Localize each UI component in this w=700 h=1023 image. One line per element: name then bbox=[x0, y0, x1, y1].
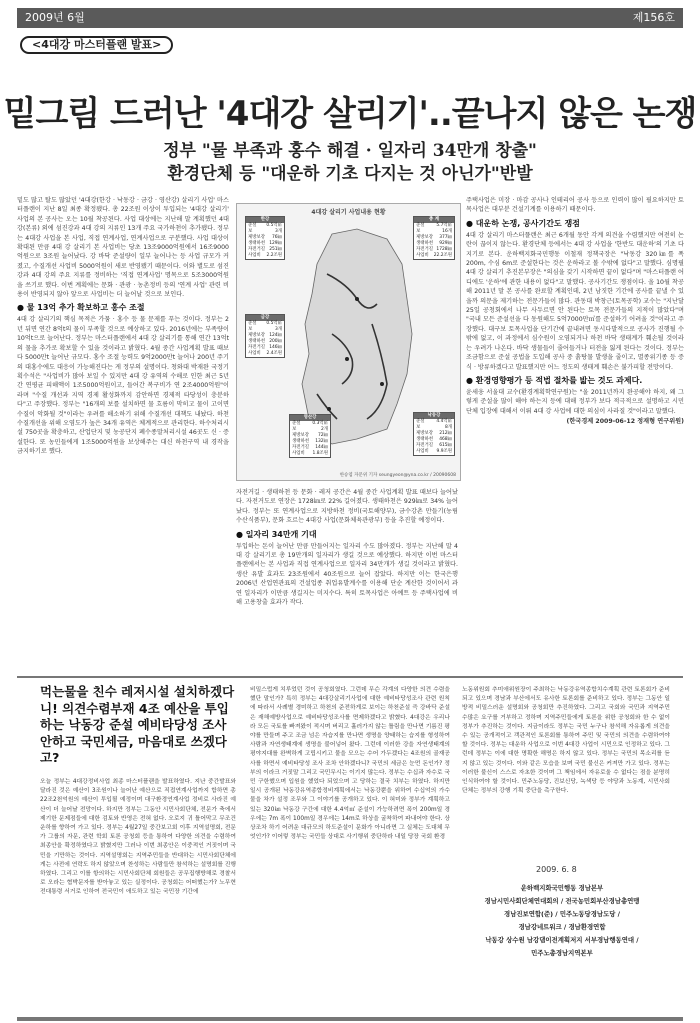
infobox-row-value: 72㎞ bbox=[318, 433, 328, 438]
infobox-row-label: 사업비 bbox=[416, 449, 429, 454]
infobox-row-label: 제방보강 bbox=[248, 333, 265, 338]
infobox-title: 한강 bbox=[246, 217, 284, 223]
infobox-title: 금강 bbox=[246, 315, 284, 321]
infobox-row-label: 보 bbox=[292, 427, 297, 432]
infobox-row-value: 0.3억㎥ bbox=[312, 421, 328, 426]
infobox-row-value: 22.2조원 bbox=[433, 253, 452, 258]
infobox-row-label: 보 bbox=[248, 229, 253, 234]
infobox-row-label: 생태하천 bbox=[248, 339, 265, 344]
subheadline-line-2: 환경단체 등 "대운하 기초 다지는 것 아닌가"반발 bbox=[167, 164, 533, 184]
article-paragraph: 4대 강 살리기 마스터플랜은 최근 6개월 동안 각계 의견을 수렴했지만 여전히 논란이 끊이지 않는다. 환경단체 등에서는 4대 강 사업을 '한반도 대운하'의 기초 다지기로 본다. 운하백지화국민행동 이철재 정책국장은 "낙동강 320㎞를 폭 200m, 수심 6m로 준설한다는 것은 운하라고 볼 수밖에 없다"고 말했다. 심명필 4대 강 살리기 추진본부장은 "의심을 갖기 시작하면 끝이 없다"며 "마스터플랜 어디에도 '운하'에 관한 내용이 없다"고 말했다. 공사기간도 쟁점이다. 올 10월 착공해 2011년 말 본 공사를 완료할 계획인데, 2년 남짓한 기간에 공사를 끝낼 수 있을까 의문을 제기하는 전문가들이 많다. 관동대 박창근(토목공학) 교수는 "지난달 25일 공청회에서 나무 사두르면 안 된다는 토목 전문가들의 지적이 많았다"며 "국내 모든 준설선을 다 동원해도 5억7000만㎥를 준설하기 어려울 것"이라고 주장했다. 대구보 토목사업을 단기간에 끝내려면 동시다발적으로 공사가 진행될 수밖에 없고, 이 과정에서 심수원이 오염되거나 하천 바닥 생태계가 훼손될 것이라는 우려가 나온다. 바닥 생물들이 줄어들거나 터전을 잃게 된다는 것이다. 정부는 조금함으로 준설 공법을 도입해 공사 중 흙탕물 발생을 줄이고, 멸종위기종 등 증식 · 방류하겠다고 발표했지만 어느 정도의 생태계 훼손은 불가피할 전망이다. bbox=[466, 231, 684, 371]
infobox-row-label: 생태하천 bbox=[292, 439, 309, 444]
section-heading: ● 환경영향평가 등 적법 절차를 밟는 것도 과제다. bbox=[466, 375, 643, 385]
infobox-row-label: 준설 bbox=[292, 421, 301, 426]
infobox-row-label: 사업비 bbox=[248, 253, 261, 258]
opinion-paragraph: 오늘 정부는 4대강정비사업 최종 마스터플랜을 발표하였다. 지난 중간발표와 달라진 것은 예산이 3조원이나 늘어난 예산으로 직접연계사업까지 합하면 총 22조2천억원의 예산이 투입될 예정이며 대구환경연계사업 정비로 사라진 예산이 더 늘어날 전망이다. 하지만 정부는 그동안 시민사회단체, 전문가 축에서 제기한 문제점들에 대한 검토와 반영은 전혀 없다. 오로지 귀 틀어막고 무조건 운하를 향하여 가고 있다. 정부는 4월27일 중간보고회 이후 지역설명회, 전문가 그룹의 자문, 관련 학회 토론 공청회 등을 통하여 다양한 의견을 수렴하여 최종안을 확정하였다고 밝혔지만 그러나 이번 최종안은 이중적인 거짓이며 국민을 기만하는 것이다. 지역설명회는 지역주민들을 반대하는 시민사회단체에게는 사전에 연락도 하지 않았으며 찬성하는 사람들만 참석하는 설명회를 진행하였다. 그리고 이를 항의하는 시민사회단체 회원들은 공무집행방해로 경찰서로 오라는 협박문자를 받아놓고 있는 실정이다. 공청회는 어떠했는가? 노무현 전대통령 서거로 인하여 전국민이 애도하고 있는 국민장 기간에 bbox=[40, 779, 236, 896]
map-credit: 한승엽 자문위 기자 seungyeon@yna.co.kr / 20090608 bbox=[339, 473, 456, 478]
infobox-row-value: 8개 bbox=[444, 425, 452, 430]
infobox-row-value: 9.9조원 bbox=[436, 449, 452, 454]
section-tag: <4대강 마스터플랜 발표> bbox=[20, 36, 173, 54]
article-column-1 bbox=[17, 196, 229, 668]
infobox-row-label: 준설 bbox=[248, 223, 257, 228]
signatory-line: 운하백지화국민행동 경남본부 bbox=[520, 884, 604, 892]
infobox-row-label: 자전거길 bbox=[248, 345, 265, 350]
infobox-row-value: 468㎞ bbox=[439, 437, 452, 442]
infobox-title: 영산강 bbox=[290, 415, 330, 421]
page-header-bar bbox=[17, 8, 683, 28]
han-river-infobox bbox=[245, 216, 285, 260]
river-project-map bbox=[236, 203, 461, 481]
infobox-row-label: 사업비 bbox=[416, 253, 429, 258]
geum-river-infobox bbox=[245, 314, 285, 358]
article-paragraph: 자전거길 · 생태하천 등 문화 · 레저 공간은 4월 중간 사업계획 발표 때보다 늘어났다. 자전거도로 연장은 1728㎞로 22% 길어졌다. 생태하천은 929㎞로 34% 늘어났다. 정부는 또 연계사업으로 지방하천 정비(국토해양부), 금수강촌 만들기(농림수산식품부), 문화 흐르는 4대강 사업(문화체육관광부) 등을 추진할 예정이다. bbox=[236, 489, 458, 525]
infobox-row-value: 929㎞ bbox=[439, 241, 452, 246]
header-issue: 제156호 bbox=[632, 11, 675, 24]
infobox-row-value: 76㎞ bbox=[272, 235, 282, 240]
infobox-row-label: 준설 bbox=[416, 223, 425, 228]
infobox-row-value: 0.5억㎥ bbox=[266, 223, 282, 228]
infobox-row-value: 3개 bbox=[274, 229, 282, 234]
infobox-row bbox=[246, 253, 284, 259]
signatories bbox=[462, 882, 662, 960]
infobox-row-value: 2.4조원 bbox=[266, 351, 282, 356]
opinion-column-1 bbox=[40, 778, 236, 1010]
infobox-row-label: 보 bbox=[248, 327, 253, 332]
infobox-row-value: 251㎞ bbox=[269, 247, 282, 252]
subheadline bbox=[0, 140, 700, 186]
infobox-row-value: 1.8조원 bbox=[312, 451, 328, 456]
article-paragraph: 밑도 많고 탈도 많았던 '4대강(한강 · 낙동강 · 금강 · 영산강) 살리기 사업' 마스터플랜이 지난 8일 최종 확정됐다. 총 22조원 이상이 투입되는 '4대강 살리기' 사업의 본 공사는 오는 10월 착공된다. 사업 대상에는 지난해 말 계획했던 4대 강(본류) 외에 섬진강과 4대 강의 지류인 13개 주요 국가하천이 추가됐다. 정부는 4대강 사업을 본 사업, 직접 연계사업, 연계사업으로 구분했다. 사업 대상이 확대된 만큼 4대 강 살리기 본 사업비는 당초 13조9000억원에서 16조9000억원으로 3조원 늘어났다. 강 바닥 준설량이 일부 늘어나는 등 사업 규모가 커졌고, 수질개선 사업비 5000억원이 새로 반영됐기 때문이다. 이와 별도로 섬진강과 4대 강의 주요 지류를 정비하는 '직접 연계사업' 명목으로 5조3000억원을 쓰기로 했다. 이번 계획에는 문화 · 관광 · 농촌정비 등의 '연계 사업' 관련 비용이 반영되지 않아 앞으로 사업비는 더 늘어날 것으로 보인다. bbox=[17, 197, 229, 299]
article-paragraph: 윤세웅 서울대 교수(환경계획학연구원)는 "올 2011년까지 완공해야 하지, 왜 그렇게 준설을 많이 해야 하는지 등에 대해 정부가 보다 적극적으로 설명하고 시민단체 입장에 대해서 이뤄 4대 강 사업에 대한 의심이 사라질 것"이라고 말했다. bbox=[466, 388, 684, 415]
infobox-row-label: 생태하천 bbox=[416, 241, 433, 246]
infobox-row-value: 129㎞ bbox=[269, 241, 282, 246]
opinion-column-2 bbox=[250, 686, 450, 1010]
infobox-row-value: 0.5억㎥ bbox=[266, 321, 282, 326]
infobox-row-value: 146㎞ bbox=[269, 345, 282, 350]
article-paragraph: 주택사업은 미장 · 마감 공사나 인테리어 공사 등으로 인력이 많이 필요하지만 토목사업은 대부분 건설기계를 이용하기 때문이다. bbox=[466, 197, 684, 214]
infobox-row-label: 보 bbox=[416, 229, 421, 234]
infobox-row-value: 5.7억㎥ bbox=[436, 223, 452, 228]
infobox-row-value: 2개 bbox=[320, 427, 328, 432]
infobox-row-value: 3개 bbox=[274, 327, 282, 332]
infobox-row-label: 사업비 bbox=[292, 451, 305, 456]
nakdong-river-infobox bbox=[413, 412, 455, 456]
infobox-title: 낙동강 bbox=[414, 413, 454, 419]
opinion-paragraph: 비밀스럽게 치루었던 것이 공청회였다. 그런데 무슨 각계의 다양한 의견 수렴을 했단 말인가? 특히 정부는 4대강살리기사업에 대한 예비타당성조사 관련 원칙에 따라서 사례별 경미하고 하천의 준전하게로 보이는 하천준설 즉 강바닥 준설은 재해예방사업으로 예비타당성조사를 면제하겠다고 밝혔다. 4대강은 우리나라 모든 국토를 빠져왔이 적시며 버리고 흘러가지 않는 틀림을 만나면 기름진 평야를 만들며 주고 조금 넘은 자습지를 만나면 생명을 양태하는 습지를 형성하여 사람과 자연생태계에 생명을 불어넣어 왔다. 그런데 이러한 강을 자연생태계의 평야지대를 완벽하게 고립시키고 물을 모으는 수어 가두겠다는 4조원의 골재공사를 하면서 예비타당성 조사 조차 안하겠다니? 국민의 세금은 눈먼 돈인가? 정부의 이라크 거짓말 그리고 국민무시는 이기지 많는다. 정부는 수십과 자수로 국민 구한했으며 입원을 했었다 되었으며 고 당하는 결국 치부는 하였다. 하지만 일시 공개된 낙동강유역종합정비계획에서는 낙동강뿐을 위하여 수십억의 가수물을 차가 설정 조무와 그 이야기를 공개하고 있다. 이 혀미와 정부가 계획하고 있는 320㎞ 낙동강 구간에 대한 4.4억㎥ 준설이 가능하려면 폭이 200m일 경우에는 7m 폭이 100m일 경우에는 14m로 하상을 굴착하여 파내어야 한다. 상상조차 하기 어려운 대규모의 하도준설이 문화가 아니라면 그 실체는 도대체 무엇인가? 이어렇 정부는 국민들 상대로 사기행위 중단하라 내일 당장 국회 환경 bbox=[250, 687, 450, 841]
signatory-line: 낙동강 상수원 남강댐이전계획저지 서부경남행동연대 / bbox=[485, 936, 639, 944]
article-column-2 bbox=[236, 488, 458, 668]
infobox-row-label: 자전거길 bbox=[292, 445, 309, 450]
infobox-row-value: 1728㎞ bbox=[436, 247, 452, 252]
section-divider bbox=[17, 676, 683, 678]
infobox-row bbox=[290, 451, 330, 457]
infobox-row-value: 377㎞ bbox=[439, 235, 452, 240]
yeongsan-river-infobox bbox=[289, 414, 331, 458]
infobox-row-label: 제방보강 bbox=[416, 235, 433, 240]
headline: 밑그림 드러난 '4대강 살리기'..끝나지 않은 논쟁 bbox=[3, 94, 697, 134]
infobox-row bbox=[414, 253, 454, 259]
infobox-row-label: 자전거길 bbox=[416, 247, 433, 252]
section-heading: ● 일자리 34만개 기대 bbox=[236, 529, 317, 539]
opinion-paragraph: 노동위원회 추미애위원장이 주최하는 낙동강유역종합치수계획 관련 토론회가 준비되고 있으며 경남과 부산에서도 유사한 토론회를 준비하고 있다. 정부는 그동안 일방적 비밀스러운 설명회와 공청회만 추진하였다. 그리고 국회와 국민과 지역주민 수많은 요구를 거부하고 정하며 지역주민들에게 토론을 위한 공청회와 한 수 없이 정부가 추진하는 것이다. 지금이라도 정부는 국민 누구나 참석해 자유롭게 의견을 수 있는 공개적이고 객관적인 토론회를 통하여 주민 및 국민의 의견을 수렴하여야 할 것이다. 정부는 대운하 사업으로 이번 4대강 사업이 시민으로 인정하고 있다. 그런데 정부는 이에 대한 명확한 해명은 하지 않고 있다. 정부는 국민의 목소리를 듣지 않고 있는 것이다. 이와 같은 모습을 보며 국민 불신은 커져만 가고 있다. 정부는 이러한 불신이 스스로 자초한 것이며 그 책임에서 자유로울 수 없다는 점을 분명히 인식하여야 할 것이다. 민주노동당, 진보신당, 녹색당 등 야당과 노동계, 시민사회단체는 정부의 강행 기획 중단을 촉구한다. bbox=[462, 687, 670, 795]
section-heading: ● 대운하 논쟁, 공사기간도 쟁점 bbox=[466, 218, 580, 228]
infobox-row-value: 4.4억㎥ bbox=[436, 419, 452, 424]
infobox-row bbox=[414, 449, 454, 455]
article-column-3 bbox=[466, 196, 684, 668]
infobox-row-label: 제방보강 bbox=[416, 431, 433, 436]
infobox-row-label: 보 bbox=[416, 425, 421, 430]
page-footer-bar bbox=[17, 1017, 683, 1021]
infobox-row-value: 132㎞ bbox=[315, 439, 328, 444]
infobox-row-value: 124㎞ bbox=[269, 333, 282, 338]
section-heading: ● 물 13억 추가 확보하고 홍수 조절 bbox=[17, 303, 145, 313]
header-date: 2009년 6월 bbox=[25, 11, 85, 24]
opinion-title: 먹는물을 친수 레저시설 설치하겠다니! 의견수렴부재 4조 예산을 투입하는 낙동강 준설 예비타당성 조사 안하고 국민세금, 마음대로 쓰겠다고? bbox=[40, 684, 235, 765]
subheadline-line-1: 정부 "물 부족과 홍수 해결 · 일자리 34만개 창출" bbox=[163, 141, 537, 161]
infobox-row-value: 2.2조원 bbox=[266, 253, 282, 258]
infobox-row-label: 생태하천 bbox=[248, 241, 265, 246]
opinion-column-3 bbox=[462, 686, 670, 858]
total-infobox bbox=[413, 216, 455, 260]
infobox-row-label: 생태하천 bbox=[416, 437, 433, 442]
article-credit: (한국경제 2009-06-12 정재형 연구위원) bbox=[566, 418, 684, 426]
infobox-row-label: 사업비 bbox=[248, 351, 261, 356]
signatory-line: 경남강네트워크 / 경남환경연합 bbox=[518, 923, 606, 931]
infobox-row-label: 준설 bbox=[248, 321, 257, 326]
opinion-date: 2009. 6. 8 bbox=[536, 865, 577, 874]
infobox-row-label: 자전거길 bbox=[416, 443, 433, 448]
infobox-row-value: 144㎞ bbox=[315, 445, 328, 450]
map-title: 4대강 살리기 사업내용 현황 bbox=[311, 209, 386, 216]
signatory-line: 경남시민사회단체연대회의 / 전국농민회부산경남총연맹 bbox=[484, 897, 640, 905]
infobox-row bbox=[246, 351, 284, 357]
infobox-row-label: 제방보강 bbox=[248, 235, 265, 240]
signatory-line: 경남진보연합(준) / 민주노동당경남도당 / bbox=[504, 910, 620, 918]
article-paragraph: 투입하는 돈이 늘어난 만큼 만들어지는 일자리 수도 많아졌다. 정부는 지난해 말 4대 강 살리기로 총 19만개의 일자리가 생길 것으로 예상했다. 하지만 이번 마스터플랜에서는 본 사업과 직접 연계사업으로 일자리 34만개가 생길 것이라고 밝혔다. 생산 유발 효과도 23조원에서 40조원으로 늘어 잡았다. 하지만 이는 한국은행 2006년 산업연관표의 건설업종 취업유발계수를 이용해 단순 계산한 것이어서 과연 일자리가 이만큼 생길지는 미지수다. 특히 토목사업은 아예트 등 주택사업에 비해 고용창출 효과가 작다. bbox=[236, 542, 458, 607]
infobox-row-label: 준설 bbox=[416, 419, 425, 424]
infobox-row-label: 제방보강 bbox=[292, 433, 309, 438]
infobox-title: 총 계 bbox=[414, 217, 454, 223]
infobox-row-value: 200㎞ bbox=[269, 339, 282, 344]
infobox-row-label: 자전거길 bbox=[248, 247, 265, 252]
infobox-row-value: 615㎞ bbox=[439, 443, 452, 448]
infobox-row-value: 212㎞ bbox=[439, 431, 452, 436]
article-paragraph: 4대 강 살리기의 핵심 목적은 가뭄 · 홍수 등 물 문제를 푸는 것이다. 정부는 2년 뒤면 연간 8억t의 물이 부족할 것으로 예상하고 있다. 2016년에는 부족량이 10억t으로 늘어난다. 정부는 마스터플랜에서 4대 강 살리기를 통해 연간 13억t의 물을 추가로 확보할 수 있을 것이라고 밝혔다. 4월 중간 사업계획 발표 때보다 5000만t 늘어난 규모다. 홍수 조절 능력도 9억2000만t 늘어나 200년 주기의 대홍수에도 대응이 가능해진다는 게 정부의 설명이다. 청와대 박재완 국정기획수석은 "사업비가 많아 보일 수 있지만 4대 강 유역의 수해로 인한 최근 5년간 연평균 피해액이 1조5000억원이고, 들어간 복구비가 연 2조4000억원"이라며 "수질 개선과 지역 경제 활성화까지 감안하면 경제적 타당성이 충분하다"고 주장했다. 정부는 "16개의 보를 설치하면 물 흐름이 막히고 물이 고이면 수질이 악화될 것"이라는 우려를 해소하기 위해 수질개선 대책도 내놨다. 하천 수질개선을 위해 오염도가 높은 34개 유역은 체계적으로 관리한다. 하수처리시설 750곳을 확충하고, 산업단지 및 농공단지 폐수종말처리시설 46곳도 신 · 증설한다. 또 농민들에게 1조5000억원을 보상해주는 대신 하천구역 내 경작을 금지하기로 했다. bbox=[17, 316, 229, 456]
signatory-line: 민주노총경남지역본부 bbox=[531, 949, 593, 957]
infobox-row-value: 16개 bbox=[442, 229, 452, 234]
